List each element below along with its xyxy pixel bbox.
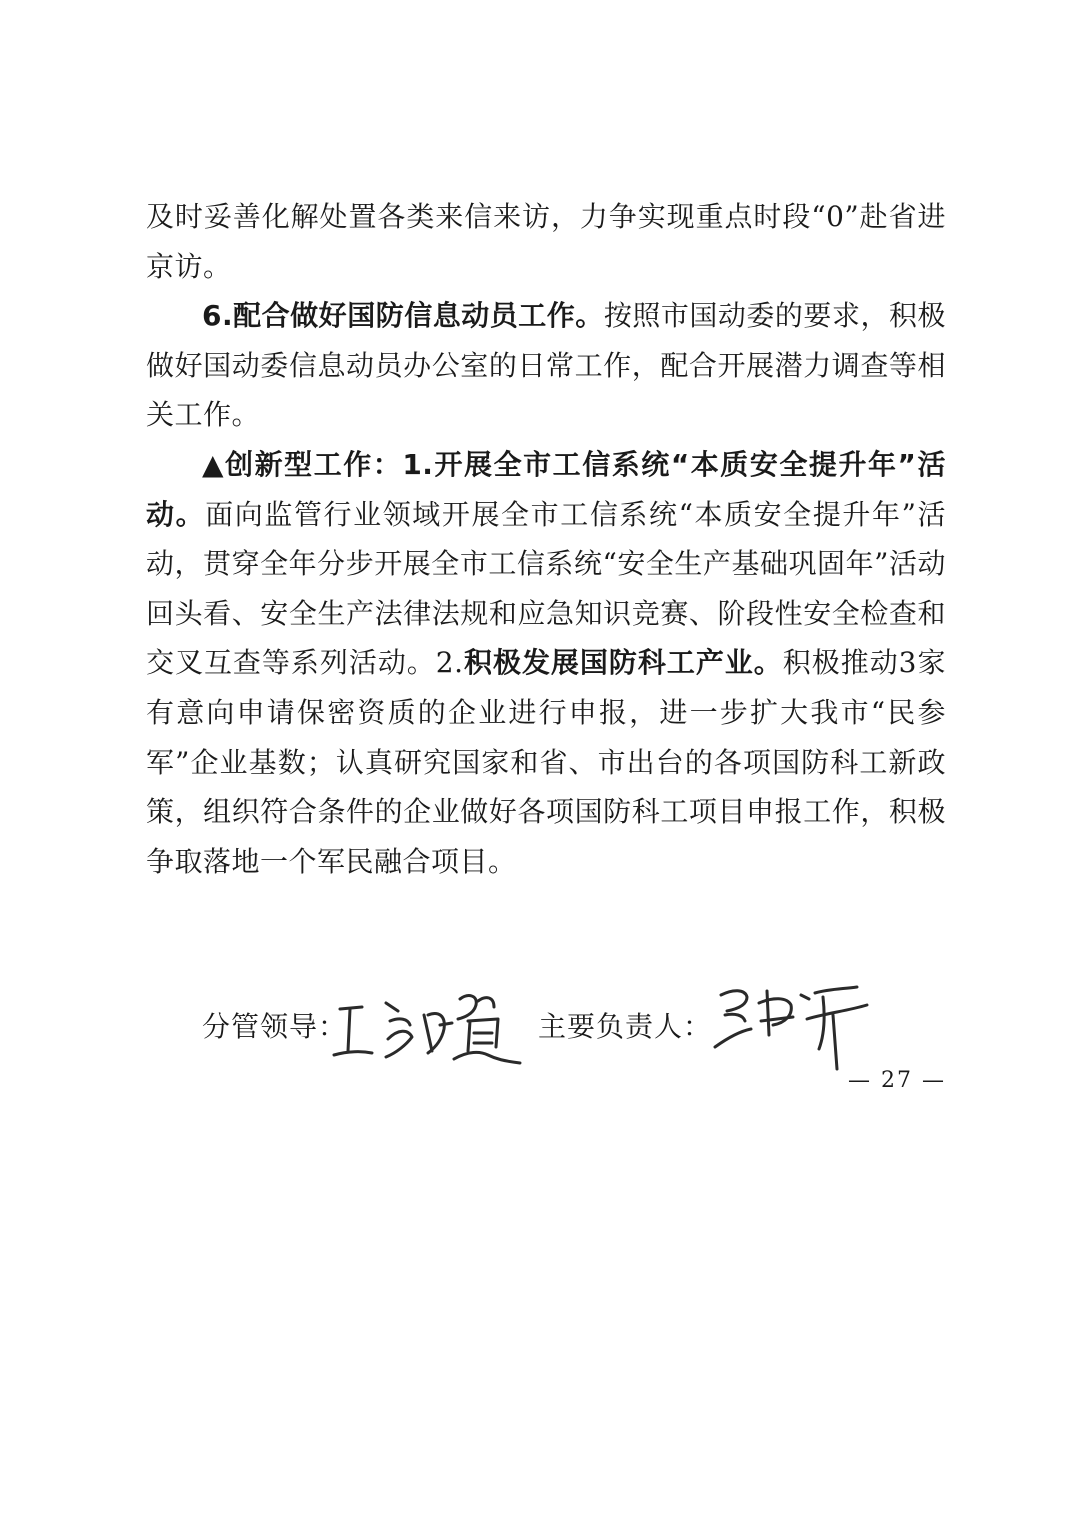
principal-signature	[707, 975, 877, 1075]
paragraph-defense-industry-text: 积极推动3家有意向申请保密资质的企业进行申报，进一步扩大我市“民参军”企业基数；认真研究国家和省、市出台的各项国防科工新政策，组织符合条件的企业做好各项国防科工项目申报工作，积极争取落地一个军民融合项目。	[146, 646, 946, 878]
item-number-2: 2.	[435, 646, 464, 680]
heading-defense-mobilization: 6.配合做好国防信息动员工作。	[202, 299, 604, 333]
heading-defense-industry: 积极发展国防科工产业。	[463, 646, 783, 680]
paragraph-safety-year-text: 面向监管行业领域开展全市工信系统“本质安全提升年”活动，贯穿全年分步开展全市工信系统“安全生产基础巩固年”活动回头看、安全生产法律法规和应急知识竞赛、阶段性安全检查和交叉互查等系列活动。	[146, 497, 946, 680]
document-body	[146, 192, 946, 886]
signature-block	[202, 975, 902, 1075]
leader-signature	[328, 981, 528, 1071]
principal-label: 主要负责人：	[538, 1010, 713, 1043]
paragraph-defense-mobilization-text: 按照市国动委的要求，积极做好国动委信息动员办公室的日常工作，配合开展潜力调查等相关工作。	[146, 299, 946, 432]
heading-innovative-work: ▲创新型工作：1.开展全市工信系统“本质安全提升年”活动。	[146, 447, 946, 531]
paragraph-petition	[146, 192, 946, 291]
paragraph-innovative-work	[146, 440, 946, 886]
page-number: — 27 —	[848, 1068, 946, 1093]
paragraph-petition-text: 及时妥善化解处置各类来信来访，力争实现重点时段“0”赴省进京访。	[146, 200, 946, 283]
leader-label: 分管领导：	[202, 1010, 348, 1043]
paragraph-defense-mobilization	[146, 291, 946, 440]
